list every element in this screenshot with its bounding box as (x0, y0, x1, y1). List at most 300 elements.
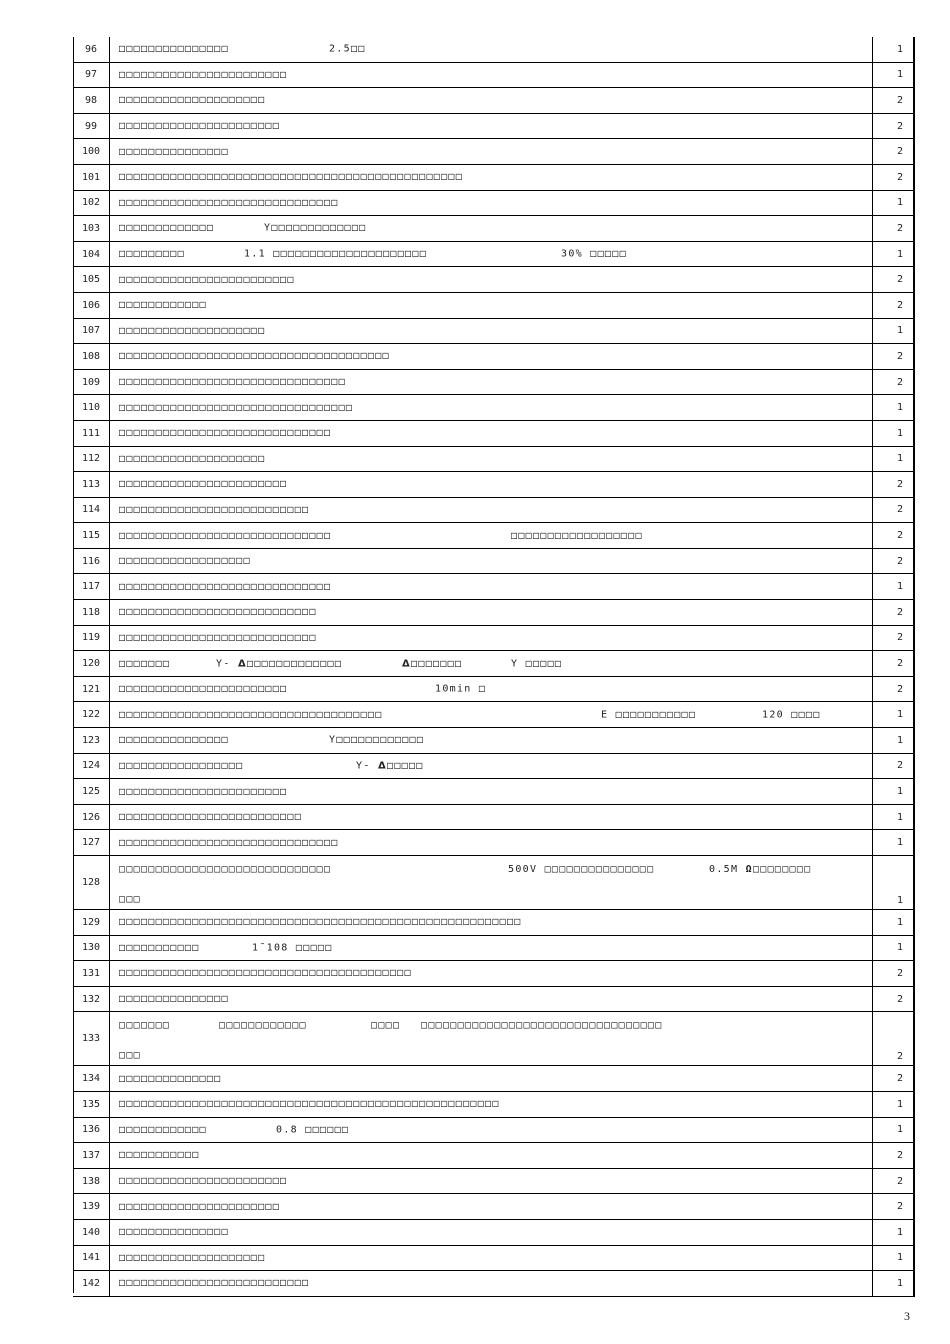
text-segment (119, 1278, 309, 1289)
text-segment (119, 735, 229, 746)
segment-text: Y- (216, 658, 238, 670)
segment-text: □□□□□□□□□□□□□□□□□□□□□□□□ (119, 274, 295, 286)
text-segment (119, 1252, 265, 1263)
question-text (110, 1012, 873, 1066)
segment-text: Y □□□□□ (511, 658, 563, 670)
table-row (73, 804, 914, 830)
question-table (73, 37, 915, 1297)
text-segment (119, 1176, 287, 1187)
text-segment (119, 274, 295, 285)
question-number: 124 (73, 753, 110, 779)
segment-text: □□□□□□□□□□□□□□□□□□□□□□□□□□ (119, 504, 310, 516)
text-segment (119, 479, 287, 490)
question-score: 2 (873, 961, 915, 987)
symbol-glyph: Ω (745, 864, 753, 875)
segment-text: □□□□□□□□□□□□□□□□□□□□□□□□□□□□□□□□ (119, 402, 354, 414)
question-score: 2 (873, 1168, 915, 1194)
segment-text: Y- (356, 760, 378, 772)
table-row (73, 910, 914, 936)
table-row (73, 574, 914, 600)
text-segment (762, 709, 821, 720)
question-score: 2 (873, 113, 915, 139)
segment-text: □□□□□□□□□□□□□□ (119, 1073, 222, 1085)
question-text (110, 830, 873, 856)
question-number: 100 (73, 139, 110, 165)
question-number: 133 (73, 1012, 110, 1066)
text-segment (119, 658, 170, 669)
question-number: 136 (73, 1117, 110, 1143)
table-row (73, 139, 914, 165)
text-segment (421, 1020, 663, 1031)
question-text (110, 1143, 873, 1169)
segment-text: E □□□□□□□□□□□ (601, 709, 697, 721)
question-table-body (73, 37, 914, 1296)
table-row (73, 625, 914, 651)
segment-text: □□□□□□□□□□□□□□□□□□□□□□□□□ (119, 811, 303, 823)
text-segment (119, 197, 339, 208)
table-row (73, 856, 914, 910)
question-number: 137 (73, 1143, 110, 1169)
question-score: 2 (873, 600, 915, 626)
question-text (110, 1271, 873, 1297)
table-row (73, 446, 914, 472)
text-segment (119, 172, 463, 183)
table-row (73, 1066, 914, 1092)
segment-text: □□□□□□□□□□□□□□□□□□□□ (119, 94, 266, 106)
question-text (110, 600, 873, 626)
text-segment (119, 1227, 229, 1238)
question-number: 97 (73, 62, 110, 88)
text-segment (119, 1150, 200, 1161)
question-number: 130 (73, 935, 110, 961)
question-text (110, 369, 873, 395)
question-score: 2 (873, 1194, 915, 1220)
segment-text: □□□□□□□□□□□□□□□□□□□□□□□ (119, 1175, 288, 1187)
text-segment (119, 632, 317, 643)
question-text (110, 420, 873, 446)
text-segment (329, 44, 366, 55)
question-score: 2 (873, 986, 915, 1012)
table-row (73, 728, 914, 754)
table-row (73, 1245, 914, 1271)
question-number: 126 (73, 804, 110, 830)
question-text (110, 961, 873, 987)
question-number: 135 (73, 1091, 110, 1117)
table-row (73, 548, 914, 574)
question-text (110, 62, 873, 88)
table-row (73, 216, 914, 242)
question-number: 119 (73, 625, 110, 651)
text-segment (371, 1020, 400, 1031)
question-number: 99 (73, 113, 110, 139)
question-score: 1 (873, 395, 915, 421)
text-segment (119, 837, 339, 848)
segment-text: Y□□□□□□□□□□□□□ (264, 222, 367, 234)
segment-text: 0.8 □□□□□□ (276, 1124, 350, 1136)
text-segment (119, 428, 331, 439)
segment-text: □□□□□□□□□□□□ (119, 1124, 207, 1136)
question-number: 118 (73, 600, 110, 626)
question-text (110, 190, 873, 216)
text-segment (511, 658, 562, 669)
question-text (110, 676, 873, 702)
question-score: 1 (873, 935, 915, 961)
question-score: 1 (873, 728, 915, 754)
question-score: 2 (873, 369, 915, 395)
question-text (110, 651, 873, 677)
segment-text: □□□□□□□□□□□□□□□ (119, 146, 229, 158)
question-score: 1 (873, 910, 915, 936)
table-row (73, 344, 914, 370)
question-text (110, 497, 873, 523)
text-segment (329, 735, 424, 746)
table-row (73, 113, 914, 139)
segment-text-after: □□□□□□□□ (752, 864, 812, 875)
segment-text: □□□□□□□□□□□□□□□□□□□□□□□□□□□□□□□□□□□□ (119, 709, 383, 721)
segment-text: □□□□□□□□□□□□ (119, 299, 207, 311)
question-text (110, 446, 873, 472)
table-row (73, 1143, 914, 1169)
question-text (110, 986, 873, 1012)
question-number: 98 (73, 88, 110, 114)
text-segment (119, 504, 309, 515)
table-row (73, 1271, 914, 1297)
text-segment (119, 325, 265, 336)
question-number: 105 (73, 267, 110, 293)
question-score: 1 (873, 1091, 915, 1117)
page-number: 3 (904, 1309, 910, 1323)
question-text (110, 472, 873, 498)
question-score: 1 (873, 779, 915, 805)
text-segment (119, 760, 243, 771)
table-row (73, 651, 914, 677)
question-number: 123 (73, 728, 110, 754)
question-number: 142 (73, 1271, 110, 1297)
question-score: 1 (873, 62, 915, 88)
text-segment (119, 377, 346, 388)
segment-text: □□□□□□□□□□□□□□□□□□□□□□□ (119, 786, 288, 798)
question-score: 1 (873, 190, 915, 216)
question-score: 2 (873, 267, 915, 293)
text-segment (119, 530, 331, 541)
table-row (73, 472, 914, 498)
question-number: 110 (73, 395, 110, 421)
segment-text-after: □□□□□□□□□□□□□ (247, 658, 343, 670)
segment-text: □□□□□□□□□□□□□□□□□ (119, 760, 244, 772)
segment-text: 0.5M (709, 864, 746, 875)
question-score: 2 (873, 497, 915, 523)
text-segment (435, 684, 486, 695)
question-text (110, 216, 873, 242)
segment-text: □□□□□□□□□□□□□□□□□□□□□□□□□□□□□□ (119, 837, 339, 849)
text-segment (511, 530, 643, 541)
question-score: 2 (873, 523, 915, 549)
segment-text: 10min □ (435, 683, 487, 695)
question-score: 1 (873, 37, 915, 62)
question-number: 114 (73, 497, 110, 523)
question-number: 107 (73, 318, 110, 344)
question-score: 2 (873, 548, 915, 574)
question-score: 2 (873, 88, 915, 114)
text-segment (561, 249, 627, 260)
segment-text: □□□□□□□□□□□□□□□□□□□□□□□□□□□ (119, 632, 317, 644)
text-segment (119, 684, 287, 695)
question-number: 109 (73, 369, 110, 395)
question-text (110, 804, 873, 830)
segment-text: □□□□□□□□□□□□□□□ (119, 1226, 229, 1238)
question-score: 1 (873, 1245, 915, 1271)
text-segment (119, 121, 280, 132)
segment-text: □□□□□□□□□□□□□□□ (119, 734, 229, 746)
text-segment (119, 1073, 222, 1084)
question-score: 1 (873, 1271, 915, 1297)
question-number: 115 (73, 523, 110, 549)
question-text (110, 702, 873, 728)
table-row (73, 779, 914, 805)
text-segment (119, 249, 185, 260)
question-number: 96 (73, 37, 110, 62)
text-segment (119, 146, 229, 157)
question-text (110, 574, 873, 600)
question-score: 2 (873, 651, 915, 677)
table-row (73, 702, 914, 728)
question-text (110, 1194, 873, 1220)
table-row (73, 420, 914, 446)
segment-text: □□□□□□□□□□□□□□□□□□□□□□□□□□□□□□□□□ (421, 1020, 663, 1032)
question-text (110, 1245, 873, 1271)
text-segment (119, 300, 207, 311)
table-row (73, 1194, 914, 1220)
question-score: 2 (873, 1066, 915, 1092)
question-score: 1 (873, 856, 915, 910)
table-row (73, 753, 914, 779)
question-score: 1 (873, 804, 915, 830)
segment-text: □□□□□□□ (119, 658, 171, 670)
table-row (73, 1117, 914, 1143)
text-segment (119, 864, 331, 875)
segment-text: □□□□□□□□□□□□□□□□□□□□□□□□□□□□□ (119, 864, 332, 875)
segment-text: □□□□ (371, 1020, 401, 1032)
question-text-line-1 (110, 1020, 872, 1034)
segment-text: □□□□□□□□□□□□□□□□□□□□□□□□□□□□□ (119, 581, 332, 593)
text-segment (264, 223, 367, 234)
text-segment (601, 709, 696, 720)
segment-text-after: □□□□□□□ (411, 658, 463, 670)
question-score: 2 (873, 292, 915, 318)
table-row (73, 935, 914, 961)
question-number: 121 (73, 676, 110, 702)
text-segment (219, 1020, 307, 1031)
segment-text: □□□□□□□□□□□□□□□□□□□□□□□□□□□□□ (119, 427, 332, 439)
segment-text: □□□□□□□□□□□□ (219, 1020, 307, 1032)
question-score: 2 (873, 139, 915, 165)
table-row (73, 369, 914, 395)
question-score: 1 (873, 574, 915, 600)
symbol-glyph: Δ (237, 658, 248, 670)
segment-text: 1˜108 □□□□□ (252, 942, 333, 954)
table-row (73, 1091, 914, 1117)
question-score: 1 (873, 1117, 915, 1143)
text-segment (244, 249, 427, 260)
question-score: 1 (873, 702, 915, 728)
question-text (110, 625, 873, 651)
text-segment (119, 994, 229, 1005)
segment-text: □□□□□□□□□□□□□□□ (119, 43, 229, 55)
question-number: 132 (73, 986, 110, 1012)
question-score: 2 (873, 344, 915, 370)
question-text (110, 1066, 873, 1092)
text-segment (402, 658, 462, 669)
question-text (110, 139, 873, 165)
table-row (73, 676, 914, 702)
table-row (73, 986, 914, 1012)
segment-text: □□□□□□□□□□□□□□□□□□ (511, 530, 643, 542)
segment-text: □□□□□□□□□□□□□□□□□□□□□□□□□□□□□□□□□□□□□□□□□□□□□□□□□□□□□□□ (119, 916, 522, 928)
segment-text-after: □□□□□ (387, 760, 424, 772)
text-segment (119, 1124, 207, 1135)
table-row (73, 88, 914, 114)
question-number: 120 (73, 651, 110, 677)
segment-text: □□□□□□□□□□□□□□□□□□□□□□□□□□□□□□□□□□□□□□□□ (119, 967, 412, 979)
text-segment (119, 917, 522, 928)
text-segment (119, 44, 229, 55)
question-number: 134 (73, 1066, 110, 1092)
segment-text: □□□□□□□□□□□□□□□□□□□□□□□ (119, 69, 288, 81)
question-score: 1 (873, 241, 915, 267)
question-text (110, 344, 873, 370)
question-number: 129 (73, 910, 110, 936)
segment-text: □□□□□□□ (119, 1020, 171, 1032)
question-text (110, 779, 873, 805)
text-segment (119, 223, 214, 234)
segment-text: □□□□□□□□□□□□□□□□□□□□□□□ (119, 478, 288, 490)
text-segment (119, 1201, 280, 1212)
question-text-line-1 (110, 864, 872, 878)
question-number: 128 (73, 856, 110, 910)
question-text (110, 910, 873, 936)
question-number: 104 (73, 241, 110, 267)
segment-text: □□□□□□□□□□□□□□□□□□□□□□□□□□□□□□□□□□□□□ (119, 350, 390, 362)
question-number: 103 (73, 216, 110, 242)
question-text (110, 548, 873, 574)
table-row (73, 241, 914, 267)
text-segment (119, 69, 287, 80)
question-text (110, 935, 873, 961)
text-segment (709, 864, 812, 875)
question-text (110, 856, 873, 910)
text-segment (119, 607, 317, 618)
segment-text: 30% □□□□□ (561, 248, 627, 260)
question-number: 131 (73, 961, 110, 987)
text-segment (119, 351, 390, 362)
text-segment (356, 760, 424, 771)
segment-text: □□□□□□□□□□□□□□□□□□□□□□□□□□□□□□□□□□□□□□□□□□□□□□□□□□□□ (119, 1098, 500, 1110)
table-row (73, 292, 914, 318)
segment-text: □□□□□□□□□□□□□□□□□□□□ (119, 1252, 266, 1264)
question-text (110, 37, 873, 62)
question-text (110, 1168, 873, 1194)
question-text (110, 241, 873, 267)
text-segment (216, 658, 342, 669)
table-row (73, 318, 914, 344)
text-segment (119, 1020, 170, 1031)
question-score: 2 (873, 1143, 915, 1169)
table-row (73, 190, 914, 216)
question-score: 1 (873, 830, 915, 856)
question-text-line-2: □□□ (119, 894, 141, 905)
text-segment (252, 942, 333, 953)
segment-text: □□□□□□□□□□□□□ (119, 222, 215, 234)
text-segment (119, 581, 331, 592)
table-row (73, 523, 914, 549)
question-score: 2 (873, 1012, 915, 1066)
segment-text: □□□□□□□□□□□□□□□□□□□□□□□□□□□□□□ (119, 197, 339, 209)
question-score: 2 (873, 676, 915, 702)
table-row (73, 1012, 914, 1066)
text-segment (119, 812, 302, 823)
text-segment (508, 864, 654, 875)
table-row (73, 62, 914, 88)
segment-text: □□□□□□□□□□□□□□□□□□□□□□ (119, 1201, 281, 1213)
question-number: 111 (73, 420, 110, 446)
question-number: 108 (73, 344, 110, 370)
question-text (110, 292, 873, 318)
question-text (110, 1091, 873, 1117)
question-score: 2 (873, 164, 915, 190)
question-number: 122 (73, 702, 110, 728)
segment-text: □□□□□□□□□□□□□□□□□□□□ (119, 453, 266, 465)
question-text (110, 318, 873, 344)
question-score: 2 (873, 216, 915, 242)
question-number: 106 (73, 292, 110, 318)
segment-text: □□□□□□□□□□□□□□□□□□□□□□□ (119, 683, 288, 695)
segment-text: □□□□□□□□□□□□□□□□□□ (119, 555, 251, 567)
question-text (110, 88, 873, 114)
question-text (110, 728, 873, 754)
segment-text: 120 □□□□ (762, 709, 821, 721)
question-score: 1 (873, 420, 915, 446)
question-number: 140 (73, 1219, 110, 1245)
question-number: 125 (73, 779, 110, 805)
question-text (110, 395, 873, 421)
question-text (110, 164, 873, 190)
question-text (110, 1117, 873, 1143)
table-row (73, 961, 914, 987)
table-row (73, 1219, 914, 1245)
symbol-glyph: Δ (377, 760, 388, 772)
segment-text: □□□□□□□□□□□□□□□□□□□□□□□□□□□□□□□ (119, 376, 346, 388)
question-score: 2 (873, 472, 915, 498)
symbol-glyph: Δ (402, 658, 412, 670)
segment-text: □□□□□□□□□□□ (119, 1149, 200, 1161)
text-segment (119, 942, 200, 953)
segment-text: □□□□□□□□□□□□□□□ (119, 993, 229, 1005)
segment-text: □□□□□□□□□□□□□□□□□□□□□□□□□□ (119, 1277, 310, 1289)
question-score: 1 (873, 318, 915, 344)
segment-text: □□□□□□□□□ (119, 248, 185, 260)
text-segment (119, 709, 383, 720)
segment-text: 500V □□□□□□□□□□□□□□□ (508, 864, 655, 875)
question-text (110, 267, 873, 293)
question-score: 1 (873, 446, 915, 472)
segment-text: □□□□□□□□□□□□□□□□□□□□□□□□□□□ (119, 606, 317, 618)
text-segment (119, 556, 251, 567)
text-segment (119, 453, 265, 464)
segment-text: 2.5□□ (329, 43, 366, 55)
question-text (110, 113, 873, 139)
question-score: 1 (873, 1219, 915, 1245)
text-segment (119, 786, 287, 797)
